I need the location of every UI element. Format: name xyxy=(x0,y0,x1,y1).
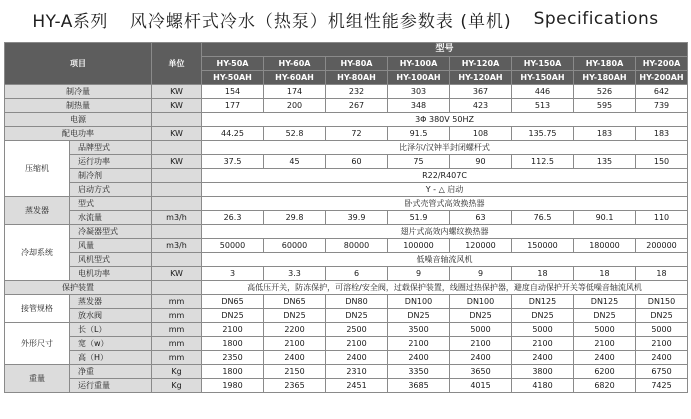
model-name-h: HY-50AH xyxy=(202,71,264,85)
row-label: 蒸发器 xyxy=(70,295,152,309)
row-label: 运行功率 xyxy=(70,155,152,169)
cell-value: 3.3 xyxy=(264,267,326,281)
cell-value: 45 xyxy=(264,155,326,169)
cell-value: 翅片式高效内螺纹换热器 xyxy=(202,225,688,239)
cell-value: 2350 xyxy=(202,351,264,365)
cell-value: 4180 xyxy=(512,379,574,393)
row-label: 水流量 xyxy=(70,211,152,225)
cell-value: 367 xyxy=(450,85,512,99)
cell-value: 180000 xyxy=(574,239,636,253)
cell-value: 3650 xyxy=(450,365,512,379)
model-name: HY-180A xyxy=(574,57,636,71)
cell-value: 26.3 xyxy=(202,211,264,225)
cell-value: 72 xyxy=(326,127,388,141)
cell-value: 112.5 xyxy=(512,155,574,169)
row-motor-power xyxy=(5,267,688,281)
row-unit: mm xyxy=(152,337,202,351)
row-weight-net xyxy=(5,365,688,379)
header-model: 型号 xyxy=(202,43,688,57)
row-label: 制热量 xyxy=(5,99,152,113)
cell-value: 91.5 xyxy=(388,127,450,141)
cell-value: 526 xyxy=(574,85,636,99)
cell-value: 2400 xyxy=(636,351,688,365)
cell-value: 63 xyxy=(450,211,512,225)
cell-value: 低噪音轴流风机 xyxy=(202,253,688,267)
cell-value: DN100 xyxy=(450,295,512,309)
row-label: 放水阀 xyxy=(70,309,152,323)
cell-value: DN25 xyxy=(202,309,264,323)
group-weight: 重量 xyxy=(5,365,70,393)
cell-value: 2100 xyxy=(264,337,326,351)
row-weight-operating xyxy=(5,379,688,393)
cell-value: 2100 xyxy=(388,337,450,351)
row-air-flow xyxy=(5,239,688,253)
cell-value: 卧式壳管式高效换热器 xyxy=(202,197,688,211)
group-dimensions: 外形尺寸 xyxy=(5,323,70,365)
cell-value: 2400 xyxy=(574,351,636,365)
row-label: 品牌型式 xyxy=(70,141,152,155)
row-cooling-capacity xyxy=(5,85,688,99)
cell-value: 18 xyxy=(512,267,574,281)
cell-value: DN25 xyxy=(326,309,388,323)
cell-value: 5000 xyxy=(636,323,688,337)
cell-value: 183 xyxy=(574,127,636,141)
cell-value: DN65 xyxy=(264,295,326,309)
row-heating-capacity xyxy=(5,99,688,113)
cell-value: 100000 xyxy=(388,239,450,253)
row-compressor-start xyxy=(5,183,688,197)
cell-value: DN25 xyxy=(264,309,326,323)
cell-value: 642 xyxy=(636,85,688,99)
row-dim-height xyxy=(5,351,688,365)
row-dim-width xyxy=(5,337,688,351)
row-label: 保护装置 xyxy=(5,281,152,295)
row-unit: Kg xyxy=(152,365,202,379)
model-name: HY-150A xyxy=(512,57,574,71)
cell-value: 595 xyxy=(574,99,636,113)
row-compressor-refrigerant xyxy=(5,169,688,183)
row-unit: mm xyxy=(152,309,202,323)
cell-value: 183 xyxy=(636,127,688,141)
row-label: 运行重量 xyxy=(70,379,152,393)
cell-value: 5000 xyxy=(450,323,512,337)
cell-value: 423 xyxy=(450,99,512,113)
cell-value: 2400 xyxy=(388,351,450,365)
cell-value: 37.5 xyxy=(202,155,264,169)
row-label: 高（H） xyxy=(70,351,152,365)
row-compressor-brand xyxy=(5,141,688,155)
row-unit: KW xyxy=(152,99,202,113)
cell-value: 18 xyxy=(574,267,636,281)
cell-value: 90.1 xyxy=(574,211,636,225)
model-name: HY-50A xyxy=(202,57,264,71)
group-cooling-system: 冷却系统 xyxy=(5,225,70,281)
cell-value: 2400 xyxy=(450,351,512,365)
page-title xyxy=(0,0,691,38)
title-series: HY-A系列 xyxy=(32,11,108,32)
row-label: 电源 xyxy=(5,113,152,127)
row-unit: KW xyxy=(152,127,202,141)
row-unit: mm xyxy=(152,351,202,365)
model-name-h: HY-200AH xyxy=(636,71,688,85)
group-compressor: 压缩机 xyxy=(5,141,70,197)
cell-value: 2100 xyxy=(326,337,388,351)
cell-value: 2400 xyxy=(264,351,326,365)
row-label: 电机功率 xyxy=(70,267,152,281)
cell-value: DN125 xyxy=(574,295,636,309)
cell-value: DN25 xyxy=(512,309,574,323)
cell-value: 1980 xyxy=(202,379,264,393)
cell-value: 60 xyxy=(326,155,388,169)
cell-value: 739 xyxy=(636,99,688,113)
cell-value: 比泽尔/汉钟半封闭螺杆式 xyxy=(202,141,688,155)
row-label: 型式 xyxy=(70,197,152,211)
cell-value: 50000 xyxy=(202,239,264,253)
cell-value: 2100 xyxy=(636,337,688,351)
cell-value: 2100 xyxy=(450,337,512,351)
cell-value: DN100 xyxy=(388,295,450,309)
cell-value: 2400 xyxy=(326,351,388,365)
cell-value: 177 xyxy=(202,99,264,113)
row-evaporator-type xyxy=(5,197,688,211)
header-row-1 xyxy=(5,43,688,57)
row-fan-type xyxy=(5,253,688,267)
cell-value: 110 xyxy=(636,211,688,225)
cell-value: 80000 xyxy=(326,239,388,253)
header-item: 项目 xyxy=(5,43,152,85)
row-label: 制冷量 xyxy=(5,85,152,99)
model-name: HY-200A xyxy=(636,57,688,71)
row-unit: m3/h xyxy=(152,211,202,225)
cell-value: 135 xyxy=(574,155,636,169)
cell-value: 3800 xyxy=(512,365,574,379)
cell-value: 90 xyxy=(450,155,512,169)
row-unit: KW xyxy=(152,267,202,281)
cell-value: 150 xyxy=(636,155,688,169)
cell-value: 60000 xyxy=(264,239,326,253)
cell-value: Y - △ 启动 xyxy=(202,183,688,197)
row-label: 风量 xyxy=(70,239,152,253)
model-name: HY-100A xyxy=(388,57,450,71)
cell-value: DN25 xyxy=(636,309,688,323)
cell-value: 3350 xyxy=(388,365,450,379)
row-unit: Kg xyxy=(152,379,202,393)
cell-value: 18 xyxy=(636,267,688,281)
row-compressor-run-power xyxy=(5,155,688,169)
spec-table xyxy=(4,42,688,393)
cell-value: 6820 xyxy=(574,379,636,393)
row-label: 净重 xyxy=(70,365,152,379)
cell-value: 446 xyxy=(512,85,574,99)
row-label: 制冷剂 xyxy=(70,169,152,183)
row-protection xyxy=(5,281,688,295)
group-evaporator: 蒸发器 xyxy=(5,197,70,225)
cell-value: 3685 xyxy=(388,379,450,393)
row-label: 宽（w） xyxy=(70,337,152,351)
cell-value: 232 xyxy=(326,85,388,99)
cell-value: 2365 xyxy=(264,379,326,393)
row-unit: KW xyxy=(152,85,202,99)
cell-value: 5000 xyxy=(574,323,636,337)
model-name: HY-60A xyxy=(264,57,326,71)
cell-value: 51.9 xyxy=(388,211,450,225)
row-unit: KW xyxy=(152,155,202,169)
cell-value: DN25 xyxy=(450,309,512,323)
group-piping: 接管规格 xyxy=(5,295,70,323)
cell-value: 6 xyxy=(326,267,388,281)
row-unit: mm xyxy=(152,323,202,337)
cell-value: 1800 xyxy=(202,365,264,379)
row-label: 冷凝器型式 xyxy=(70,225,152,239)
model-name-h: HY-80AH xyxy=(326,71,388,85)
cell-value: R22/R407C xyxy=(202,169,688,183)
cell-value: 200 xyxy=(264,99,326,113)
model-name-h: HY-60AH xyxy=(264,71,326,85)
cell-value: 6200 xyxy=(574,365,636,379)
cell-value: 4015 xyxy=(450,379,512,393)
cell-value: 39.9 xyxy=(326,211,388,225)
cell-value: 2500 xyxy=(326,323,388,337)
cell-value: DN65 xyxy=(202,295,264,309)
row-power-supply xyxy=(5,113,688,127)
cell-value: 9 xyxy=(450,267,512,281)
cell-value: 9 xyxy=(388,267,450,281)
row-piping-drain xyxy=(5,309,688,323)
row-dim-length xyxy=(5,323,688,337)
row-rated-power xyxy=(5,127,688,141)
cell-value: 29.8 xyxy=(264,211,326,225)
cell-value: DN25 xyxy=(574,309,636,323)
cell-value: 135.75 xyxy=(512,127,574,141)
cell-value: 3 xyxy=(202,267,264,281)
cell-value: 108 xyxy=(450,127,512,141)
cell-value: 6750 xyxy=(636,365,688,379)
row-evaporator-water-flow xyxy=(5,211,688,225)
cell-value: 3Φ 380V 50HZ xyxy=(202,113,688,127)
cell-value: 7425 xyxy=(636,379,688,393)
header-unit: 单位 xyxy=(152,43,202,85)
cell-value: 76.5 xyxy=(512,211,574,225)
model-name-h: HY-150AH xyxy=(512,71,574,85)
row-label: 配电功率 xyxy=(5,127,152,141)
cell-value: 3500 xyxy=(388,323,450,337)
row-label: 风机型式 xyxy=(70,253,152,267)
cell-value: 2310 xyxy=(326,365,388,379)
cell-value: 2150 xyxy=(264,365,326,379)
cell-value: 52.8 xyxy=(264,127,326,141)
model-name-h: HY-100AH xyxy=(388,71,450,85)
model-name: HY-120A xyxy=(450,57,512,71)
cell-value: 348 xyxy=(388,99,450,113)
cell-value: 2200 xyxy=(264,323,326,337)
model-name-h: HY-180AH xyxy=(574,71,636,85)
cell-value: 150000 xyxy=(512,239,574,253)
cell-value: DN80 xyxy=(326,295,388,309)
row-condenser-type xyxy=(5,225,688,239)
cell-value: 2100 xyxy=(202,323,264,337)
title-main: 风冷螺杆式冷水（热泵）机组性能参数表 (单机) xyxy=(129,11,512,32)
cell-value: 高低压开关，防冻保护，可溶栓/安全阀，过载保护装置，线圈过热保护器，避度自动保护开关等低噪音轴流风机 xyxy=(202,281,688,295)
row-unit: m3/h xyxy=(152,239,202,253)
cell-value: 120000 xyxy=(450,239,512,253)
row-label: 长（L） xyxy=(70,323,152,337)
cell-value: 2400 xyxy=(512,351,574,365)
cell-value: 5000 xyxy=(512,323,574,337)
cell-value: 513 xyxy=(512,99,574,113)
cell-value: 2100 xyxy=(512,337,574,351)
cell-value: 154 xyxy=(202,85,264,99)
cell-value: 2100 xyxy=(574,337,636,351)
row-label: 启动方式 xyxy=(70,183,152,197)
cell-value: 44.25 xyxy=(202,127,264,141)
row-piping-evaporator xyxy=(5,295,688,309)
cell-value: 267 xyxy=(326,99,388,113)
cell-value: 75 xyxy=(388,155,450,169)
cell-value: DN150 xyxy=(636,295,688,309)
cell-value: 1800 xyxy=(202,337,264,351)
row-unit: mm xyxy=(152,295,202,309)
model-name: HY-80A xyxy=(326,57,388,71)
cell-value: DN125 xyxy=(512,295,574,309)
cell-value: 174 xyxy=(264,85,326,99)
cell-value: 200000 xyxy=(636,239,688,253)
model-name-h: HY-120AH xyxy=(450,71,512,85)
cell-value: 2451 xyxy=(326,379,388,393)
cell-value: 303 xyxy=(388,85,450,99)
cell-value: DN25 xyxy=(388,309,450,323)
title-english: Specifications xyxy=(533,9,659,29)
